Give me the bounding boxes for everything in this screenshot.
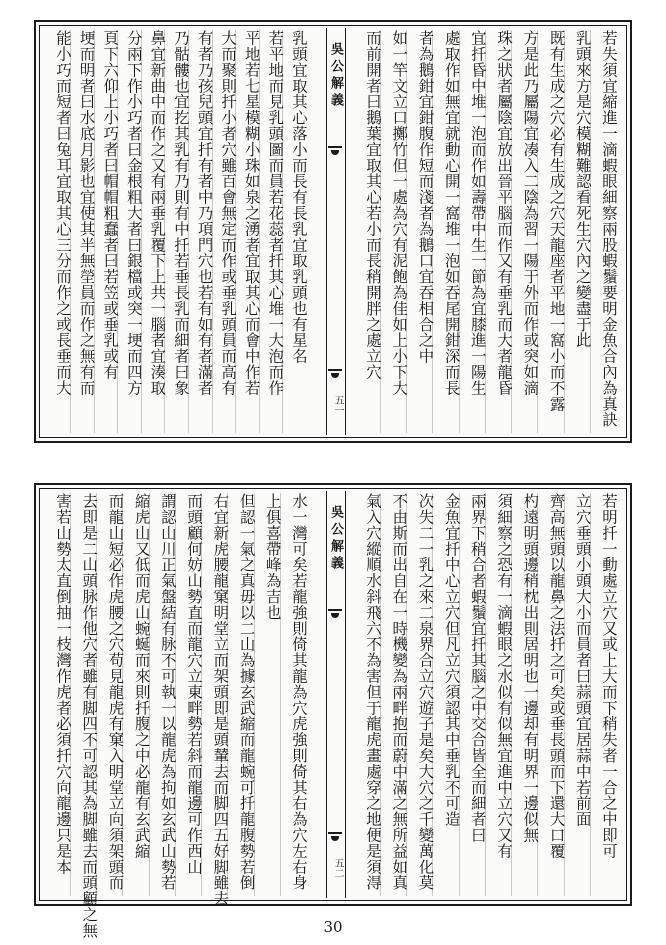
text-column: 謂認山川正氣盤結有脉不可執一以龍虎為拘如玄武山勢若	[155, 493, 176, 896]
text-column: 方是此乃屬陽宜凑入二陰為習一陽于外而作或突如滴	[517, 30, 538, 433]
text-column: 埂而明者曰水底月影也宜使其半無塋員而作之無有而	[74, 30, 95, 433]
gutter-title: 吳公解義	[328, 42, 343, 110]
text-column: 次失二一乳之來二泉界合立穴遊子是矣大穴之千變萬化莫	[412, 493, 433, 896]
text-column: 若失須宜縮進一滴蝦眼細察兩股蝦鬚要明金魚合內為真訣	[599, 30, 618, 428]
text-column: 而頭顧何妨山勢直而龍穴立東畔勢若斜而龍邊可作西山	[181, 493, 202, 896]
text-column: 而前開者曰鵝葉宜取其心若小而長稍開胖之處立穴	[360, 30, 381, 433]
text-column: 者為鵝鉗宜鉗腹作短而淺者為鵝口宜吞相合之中	[412, 30, 433, 433]
leaf-number: 五二	[332, 858, 343, 878]
bottom-panel-right-half	[354, 493, 622, 896]
text-column: 齊高無頭以龍鼻之法扦之可矣或垂長頭而下還大口覆	[544, 493, 565, 896]
text-column: 乳頭宜取其心落小而長有長乳宜取乳頭也有星名	[289, 30, 308, 364]
text-column: 而龍山短必作虎腰之穴苟見龍虎有窠入明堂立向須架頭而	[102, 493, 123, 896]
text-column: 大而聚則扦小者穴雖百會無定而作或垂乳頭員而高有	[215, 30, 236, 433]
text-column: 水一灣可矣若龍強則倚其龍為穴虎強則倚其右為穴左右身	[289, 493, 308, 891]
text-column: 頁下六仰上小巧者曰帽帽粗蠢者曰若笠或垂乳或有	[97, 30, 118, 433]
bottom-panel-left-half	[44, 493, 312, 939]
fish-tail-mark-icon	[328, 832, 342, 844]
text-column: 去即是二山頭脉作他穴者雖有脚四不可認其為脚雖去而頭顧之無	[76, 493, 97, 896]
leaf-number: 五一	[332, 395, 343, 415]
text-column: 珠之狀者屬陰宜放出晉平腦而作又有垂乳而大者龍昏	[491, 30, 512, 433]
page-number: 30	[323, 918, 343, 936]
text-column: 立穴垂頭小頭大小而員者曰蒜頭宜居蒜中若前面	[570, 493, 591, 896]
text-column: 乳頭來方是穴模糊難認看死生穴內之變盡于此	[570, 30, 591, 433]
text-column: 須細察之恐有一滴蝦眼之水似有似無宜進中立穴又有	[491, 493, 512, 896]
text-column: 如一竿文立口擲竹但一處為穴有泥飽為佳如上小下大	[386, 30, 407, 433]
text-column: 金魚宜扦中心立穴但凡立穴須認其中垂乳不可造	[439, 493, 460, 896]
fish-tail-mark-icon	[328, 146, 342, 158]
top-panel-left-half	[44, 30, 312, 433]
top-panel	[34, 20, 632, 443]
fish-tail-mark-icon	[328, 369, 342, 381]
text-column: 若明扦一動處立穴又或上大而下稍失者一合之中即可	[599, 493, 618, 859]
gutter-title: 吳公解義	[328, 505, 343, 573]
text-column: 氣入穴縱順水斜飛六不為害但于龍虎畫處穿之地便是須淂	[360, 493, 381, 896]
top-panel-right-half	[354, 30, 622, 433]
text-column: 兩界下稍合者蝦鬚宜扦其腦之中交合皆全而細者曰	[465, 493, 486, 896]
text-column: 能小巧而短者曰兔耳宜取其心三分而作之或長垂而大	[50, 30, 71, 433]
text-column: 右宜新虎腰龍窠明堂立而架頭即是頭輦去而脚四五好脚雖去	[207, 493, 228, 896]
text-column: 處取作如無宜就動心開一窩堆一泡如吞尾開鉗深而長	[439, 30, 460, 433]
text-column: 既有生成之穴必有生成之穴天龍座者平地一窩小而不露	[544, 30, 565, 433]
text-column: 有者乃孩兒頭宜扦有者中乃項門穴也若有如有者滿者	[192, 30, 213, 433]
center-gutter	[326, 28, 346, 435]
text-column: 害若山勢太直倒抽一枝灣作虎者必須扦穴向龍邊只是本	[50, 493, 71, 896]
text-column: 不由斯而出自在一時機變為兩畔抱而蔚中滿之無所益如真	[386, 493, 407, 896]
text-column: 若平地而見乳頭圖而員若花蕊者扦其心堆一大泡而作	[262, 30, 283, 433]
center-gutter	[326, 491, 346, 898]
text-column: 杓遠明頭邊稍枕出則居明也一邊却有明界一邊似無	[517, 493, 538, 896]
text-column: 上俱喜帶峰為吉也	[260, 493, 281, 896]
text-column: 縮虎山又低而虎山蜿蜒而來則扦腹之中必龍有玄武縮	[129, 493, 150, 896]
text-column: 鼻宜新曲中而作之又有兩垂乳覆下上共一腦者宜湊取	[144, 30, 165, 433]
text-column: 但認一氣之真毋以二山為據玄武縮而龍蜿可扦龍腹勢若倒	[234, 493, 255, 896]
text-column: 宜扦昏中堆一泡而作如壽帶中生一節為宜膝進一陽生	[465, 30, 486, 433]
text-column: 平地若七星模糊小珠如泉之湧者宜取其心而會中作若	[239, 30, 260, 433]
text-column: 乃骷髏也宜扢其乳有乃則有中扦若垂長乳而細者曰象	[168, 30, 189, 433]
fish-tail-mark-icon	[328, 609, 342, 621]
text-column: 分兩下作小巧者曰金根粗大者曰銀檔或突一埂而四方	[121, 30, 142, 433]
